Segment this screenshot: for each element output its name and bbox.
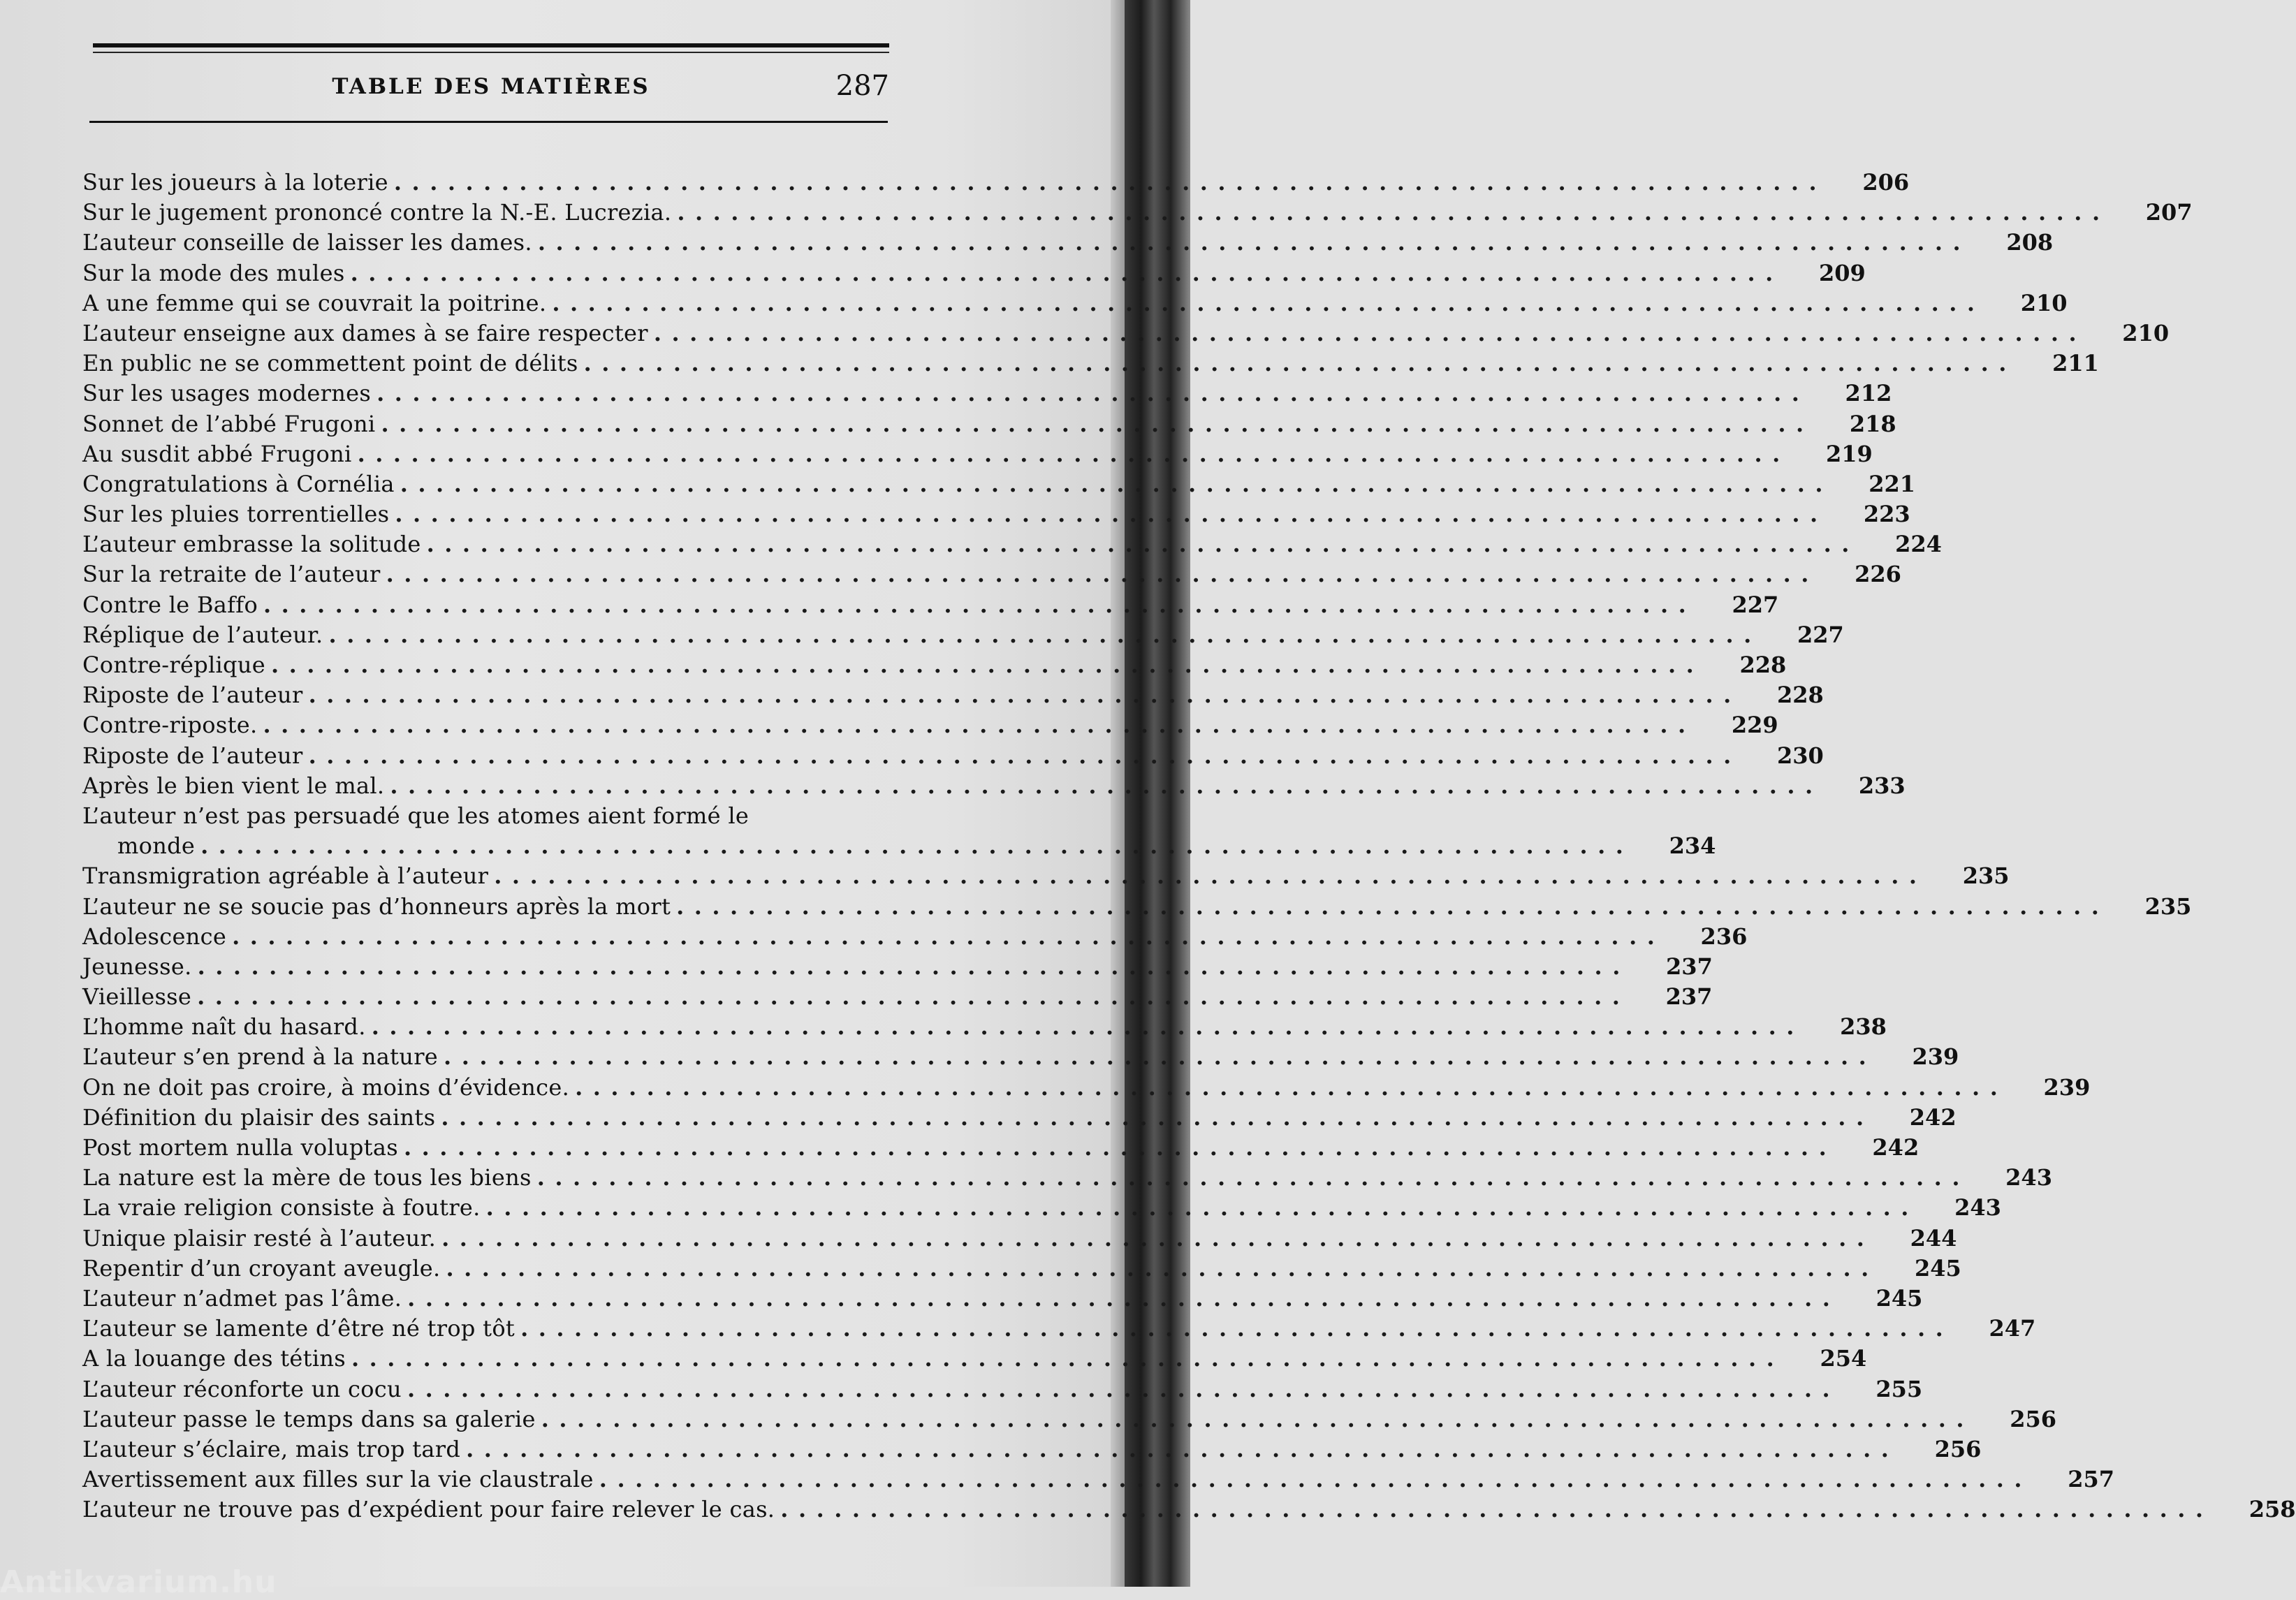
toc-entry-page: 242 [1909,1103,1957,1131]
toc-entry-page: 227 [1797,621,1844,648]
toc-entry [82,952,1713,982]
dot-leader: ................................................................................ [197,983,1630,1011]
toc-entry-title: Sonnet de l’abbé Frugoni [82,410,376,437]
toc-entry [82,1495,2296,1525]
toc-entry [82,590,1779,620]
toc-entry-page: 242 [1872,1134,1920,1161]
toc-entry [82,1404,2056,1434]
toc-entry-page: 223 [1863,501,1910,528]
header-rule-thin [93,52,889,53]
toc-entry [82,439,1873,469]
toc-entry-page: 236 [1700,923,1748,950]
dot-leader: ................................................................................ [393,169,1827,196]
toc-entry-title: Sur les pluies torrentielles [82,501,390,528]
dot-leader: ................................................................................ [390,772,1823,799]
toc-entry-page: 210 [2122,319,2170,346]
dot-leader: ................................................................................ [395,501,1828,528]
toc-entry-title: Transmigration agréable à l’auteur [82,863,489,890]
toc-entry-title: Sur la mode des mules [82,259,345,286]
toc-entry-page: 229 [1731,712,1778,739]
toc-entry [82,861,2010,891]
toc-entry-page: 235 [1962,863,2010,890]
dot-leader: ................................................................................ [676,893,2109,920]
dot-leader: ................................................................................ [308,682,1741,709]
toc-entry-title: Unique plaisir resté à l’auteur. [82,1224,437,1252]
running-header [93,70,889,105]
toc-entry-title: L’auteur embrasse la solitude [82,531,421,558]
toc-entry-page: 228 [1777,682,1824,709]
toc-entry-title: La vraie religion consiste à foutre. [82,1194,481,1221]
toc-entry-title: On ne doit pas croire, à moins d’évidence. [82,1073,570,1101]
dot-leader: ................................................................................ [441,1224,1875,1252]
toc-entry-title: A la louange des tétins [82,1345,346,1372]
toc-entry [82,258,1866,288]
toc-entry-page: 221 [1869,470,1916,497]
toc-entry [82,198,2193,228]
dot-leader: ................................................................................ [263,591,1697,618]
toc-entry-title: Adolescence [82,923,227,950]
dot-leader: ................................................................................ [350,259,1783,286]
toc-entry [82,1374,1923,1404]
toc-entry-page: 243 [1954,1194,2001,1221]
toc-entry-page: 209 [1819,259,1866,286]
toc-entry-title: L’auteur ne trouve pas d’expédient pour faire relever le cas. [82,1496,775,1523]
toc-entry [82,1465,2115,1495]
toc-entry-page: 247 [1989,1315,2036,1342]
dot-leader: ................................................................................ [677,199,2110,226]
toc-entry-page: 239 [2043,1073,2091,1101]
toc-entry [82,168,1910,198]
dot-leader: ................................................................................ [444,1043,1877,1071]
toc-entry-title: L’auteur passe le temps dans sa galerie [82,1405,536,1432]
dot-leader: ................................................................................ [541,1405,1974,1432]
toc-entry [82,1103,1957,1133]
toc-entry-page: 211 [2052,350,2099,377]
toc-entry-page: 233 [1858,772,1906,799]
header-page-number: 287 [835,70,889,102]
toc-entry-title: Définition du plaisir des saints [82,1103,436,1131]
toc-entry [82,1163,2052,1193]
dot-leader: ................................................................................ [232,923,1665,950]
toc-entry-title: Repentir d’un croyant aveugle. [82,1254,441,1282]
toc-entry-page: 210 [2020,289,2068,316]
toc-entry-page: 234 [1669,832,1716,860]
dot-leader: ................................................................................ [780,1496,2214,1523]
toc-entry-page: 237 [1665,983,1713,1011]
dot-leader: ................................................................................ [426,531,1859,558]
toc-entry-page: 230 [1777,742,1824,769]
toc-entry-title: Sur les usages modernes [82,380,372,407]
toc-entry-page: 245 [1875,1284,1923,1312]
toc-entry-page: 224 [1895,531,1942,558]
toc-entry-page: 219 [1826,440,1873,467]
dot-leader: ................................................................................ [552,289,1985,316]
dot-leader: ................................................................................ [599,1466,2033,1493]
dot-leader: ................................................................................ [371,1013,1804,1041]
toc-entry-page: 207 [2145,199,2193,226]
toc-entry [82,469,1916,499]
dot-leader: ................................................................................ [357,440,1790,467]
toc-entry-page: 227 [1732,591,1779,618]
toc-entry-title: Avertissement aux filles sur la vie claustrale [82,1466,594,1493]
toc-entry [82,982,1713,1012]
toc-entry-page: 212 [1845,380,1892,407]
toc-entry-title: Réplique de l’auteur. [82,621,323,648]
toc-entry [82,318,2170,348]
toc-entry-page: 254 [1820,1345,1867,1372]
toc-entry [82,1133,1920,1163]
toc-entry-page: 228 [1739,652,1787,678]
toc-entry [82,1224,1957,1254]
dot-leader: ................................................................................ [407,1284,1841,1312]
dot-leader: ................................................................................ [263,712,1696,739]
toc-entry-title: Riposte de l’auteur [82,682,303,709]
toc-entry-title: Contre-réplique [82,652,265,678]
dot-leader: ................................................................................ [351,1345,1785,1372]
toc-entry-title: Jeunesse. [82,953,192,980]
toc-entry-page: 245 [1914,1254,1961,1282]
dot-leader: ................................................................................ [381,410,1814,437]
dot-leader: ................................................................................ [270,652,1704,678]
header-rule-thick [93,43,889,47]
toc-entry [82,1344,1867,1374]
dot-leader: ................................................................................ [494,863,1927,890]
toc-entry [82,499,1910,529]
dot-leader: ................................................................................ [441,1103,1874,1131]
toc-entry-title: Sur le jugement prononcé contre la N.-E. Lucrezia. [82,199,672,226]
toc-entry [82,1284,1923,1314]
toc-entry-page: 256 [2010,1405,2056,1432]
toc-entry [82,288,2068,318]
toc-entry [82,680,1824,710]
toc-entry-page: 235 [2144,893,2192,920]
dot-leader: ................................................................................ [536,1164,1970,1191]
toc-entry-title: L’auteur réconforte un cocu [82,1375,402,1402]
toc-entry-title: Post mortem nulla voluptas [82,1134,398,1161]
toc-entry-title: L’auteur enseigne aux dames à se faire respecter [82,319,648,346]
toc-entry [82,620,1844,650]
dot-leader: ................................................................................ [200,832,1634,860]
toc-entry-page: 218 [1849,410,1896,437]
toc-entry [82,228,2054,258]
toc-entry-title: L’auteur s’en prend à la nature [82,1043,439,1071]
toc-entry-title: Riposte de l’auteur [82,742,303,769]
toc-entry-title: Au susdit abbé Frugoni [82,440,352,467]
toc-entry-title: L’auteur conseille de laisser les dames. [82,229,532,256]
toc-entry [82,559,1901,589]
toc-entry-title: L’auteur n’admet pas l’âme. [82,1284,402,1312]
dot-leader: ................................................................................ [403,1134,1837,1161]
toc-entry-page: 258 [2249,1496,2296,1523]
dot-leader: ................................................................................ [466,1435,1899,1462]
header-title: TABLE DES MATIÈRES [332,74,650,99]
dot-leader: ................................................................................ [446,1254,1879,1282]
toc-entry-page: 255 [1875,1375,1923,1402]
toc-entry-page: 226 [1855,561,1901,588]
toc-entry-page: 206 [1862,169,1910,196]
toc-entry [82,801,903,831]
toc-entry-title: L’auteur se lamente d’être né trop tôt [82,1315,515,1342]
toc-entry [82,710,1778,740]
dot-leader: ................................................................................ [400,470,1834,497]
dot-leader: ................................................................................ [376,380,1810,407]
toc-entry [82,1073,2091,1103]
toc-entry-title: L’homme naît du hasard. [82,1013,366,1041]
toc-entry-title: Sur la retraite de l’auteur [82,561,381,588]
table-of-contents [82,168,2296,1525]
toc-entry [82,1314,2036,1344]
toc-entry [82,1434,1982,1465]
toc-entry-page: 208 [2006,229,2054,256]
toc-entry [82,1012,1887,1042]
dot-leader: ................................................................................ [328,621,1762,648]
toc-entry-page: 238 [1840,1013,1887,1041]
toc-entry-title: Contre le Baffo [82,591,258,618]
toc-entry-title: Après le bien vient le mal. [82,772,385,799]
toc-entry-title: En public ne se commettent point de délits [82,350,578,377]
toc-entry-title: L’auteur ne se soucie pas d’honneurs après la mort [82,893,671,920]
toc-entry [82,409,1896,439]
toc-entry [82,1254,1961,1284]
watermark: Antikvarium.hu [0,1564,277,1600]
toc-entry [82,348,2099,379]
dot-leader: ................................................................................ [386,561,1819,588]
toc-entry-continuation-line [82,831,1716,861]
dot-leader: ................................................................................ [197,953,1630,980]
toc-entry [82,650,1787,680]
header-underline [89,121,888,123]
dot-leader: ................................................................................ [537,229,1971,256]
toc-entry-title: A une femme qui se couvrait la poitrine. [82,289,547,316]
dot-leader: ................................................................................ [653,319,2087,346]
toc-entry-page: 257 [2068,1466,2115,1493]
dot-leader: ................................................................................ [485,1194,1919,1221]
toc-entry [82,379,1892,409]
dot-leader: ................................................................................ [308,742,1741,769]
toc-entry-title-continuation: monde [117,832,196,860]
toc-entry [82,1042,1959,1072]
toc-entry-page: 244 [1910,1224,1957,1252]
toc-entry-title: Contre-riposte. [82,712,258,739]
toc-entry-page: 243 [2005,1164,2052,1191]
toc-entry-title: La nature est la mère de tous les biens [82,1164,532,1191]
dot-leader: ................................................................................ [520,1315,1954,1342]
toc-entry [82,1193,2001,1223]
dot-leader: ................................................................................ [407,1375,1841,1402]
toc-entry-title: Sur les joueurs à la loterie [82,169,388,196]
toc-entry-page: 239 [1912,1043,1959,1071]
dot-leader: ................................................................................ [575,1073,2008,1101]
toc-entry-title: L’auteur n’est pas persuadé que les atomes aient formé le [82,802,750,829]
toc-entry-title: Congratulations à Cornélia [82,470,395,497]
toc-entry [82,741,1824,771]
toc-entry [82,892,2192,922]
toc-entry [82,529,1942,559]
toc-entry [82,922,1748,952]
toc-entry-title: L’auteur s’éclaire, mais trop tard [82,1435,461,1462]
dot-leader: ................................................................................ [583,350,2017,377]
toc-entry-page: 237 [1666,953,1713,980]
toc-entry-page: 256 [1934,1435,1982,1462]
toc-entry [82,771,1906,801]
toc-entry-title: Vieillesse [82,983,192,1011]
